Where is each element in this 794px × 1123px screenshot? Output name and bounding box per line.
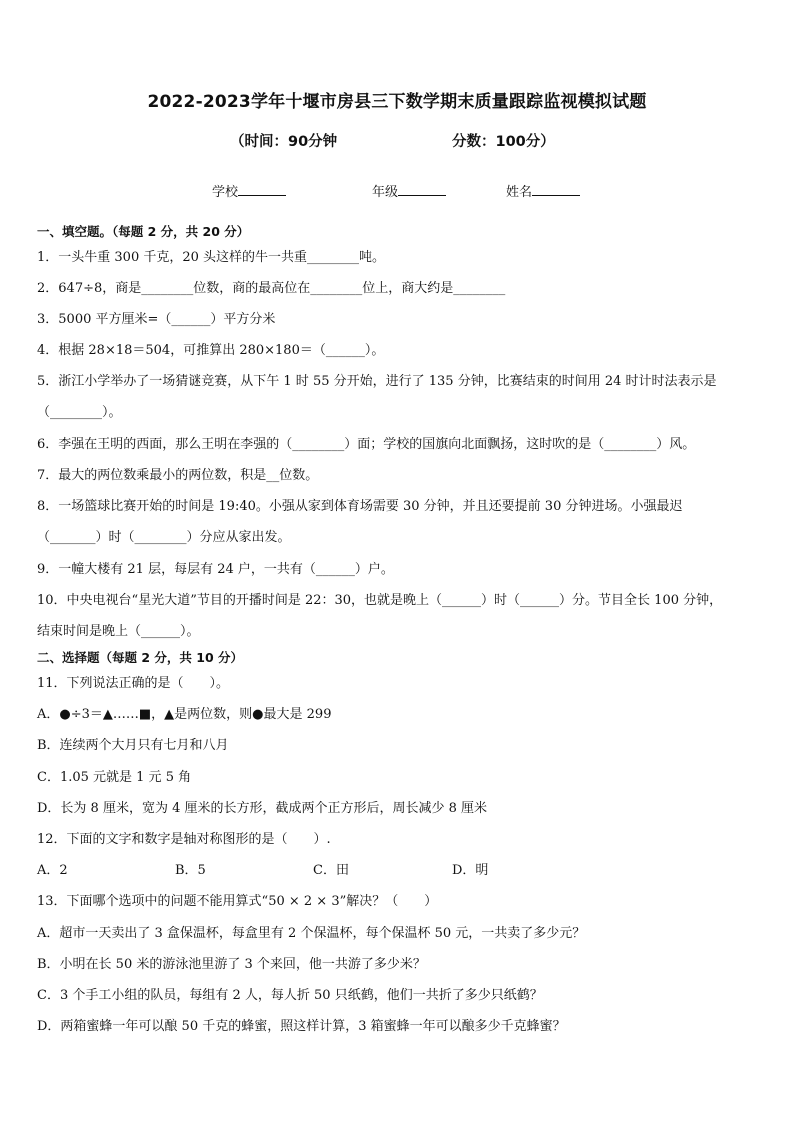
question-11-option-d: D．长为 8 厘米，宽为 4 厘米的长方形，截成两个正方形后，周长减少 8 厘米: [37, 801, 488, 816]
question-2: 2．647÷8，商是________位数，商的最高位在________位上，商大约是________: [37, 281, 506, 296]
question-5-line-1: 5．浙江小学举办了一场猜谜竞赛，从下午 1 时 55 分开始，进行了 135 分钟，比赛结束的时间用 24 时计时法表示是: [37, 374, 717, 389]
question-11: 11．下列说法正确的是（ ）。: [37, 676, 230, 691]
question-11-option-b: B．连续两个大月只有七月和八月: [37, 738, 229, 753]
question-5-line-2: （________）。: [37, 405, 122, 420]
section-2-heading: 二、选择题（每题 2 分，共 10 分）: [37, 650, 244, 665]
school-blank[interactable]: [238, 183, 286, 196]
question-7: 7．最大的两位数乘最小的两位数，积是__位数。: [37, 468, 319, 483]
question-13-option-b: B．小明在长 50 米的游泳池里游了 3 个来回，他一共游了多少米？: [37, 957, 426, 972]
question-12-option-a: A．2: [37, 863, 68, 878]
grade-label: 年级: [372, 185, 399, 200]
question-11-option-c: C．1.05 元就是 1 元 5 角: [37, 770, 192, 785]
question-10-line-1: 10．中央电视台“星光大道”节目的开播时间是 22：30，也就是晚上（______）时（______）分。节目全长 100 分钟，: [37, 593, 723, 608]
grade-field[interactable]: [372, 181, 446, 200]
question-4: 4．根据 28×18＝504，可推算出 280×180＝（______）。: [37, 343, 385, 358]
school-field[interactable]: [212, 181, 286, 200]
grade-blank[interactable]: [398, 183, 446, 196]
exam-time: （时间：90分钟: [230, 134, 338, 150]
question-12: 12．下面的文字和数字是轴对称图形的是（ ）.: [37, 832, 331, 847]
question-12-option-c: C．田: [313, 863, 349, 878]
question-11-option-a: A．●÷3＝▲……■，▲是两位数，则●最大是 299: [37, 707, 332, 722]
section-1-heading: 一、填空题。（每题 2 分，共 20 分）: [37, 224, 250, 239]
question-6: 6．李强在王明的西面，那么王明在李强的（________）面；学校的国旗向北面飘扬，这时吹的是（________）风。: [37, 437, 696, 452]
exam-score: 分数：100分）: [452, 134, 555, 150]
question-13: 13．下面哪个选项中的问题不能用算式“50 × 2 × 3”解决？（ ）: [37, 894, 438, 909]
question-10-line-2: 结束时间是晚上（______）。: [37, 624, 200, 639]
question-9: 9．一幢大楼有 21 层，每层有 24 户，一共有（______）户。: [37, 562, 394, 577]
question-8-line-2: （_______）时（________）分应从家出发。: [37, 530, 291, 545]
question-13-option-c: C．3 个手工小组的队员，每组有 2 人，每人折 50 只纸鹤，他们一共折了多少只纸鹤？: [37, 988, 543, 1003]
question-8-line-1: 8．一场篮球比赛开始的时间是 19:40。小强从家到体育场需要 30 分钟，并且还要提前 30 分钟进场。小强最迟: [37, 499, 683, 514]
name-blank[interactable]: [532, 183, 580, 196]
name-label: 姓名: [506, 185, 533, 200]
school-label: 学校: [212, 185, 239, 200]
question-13-option-d: D．两箱蜜蜂一年可以酿 50 千克的蜂蜜，照这样计算，3 箱蜜蜂一年可以酿多少千克蜂蜜？: [37, 1019, 566, 1034]
question-12-option-d: D．明: [452, 863, 489, 878]
name-field[interactable]: [506, 181, 580, 200]
page-title: 2022-2023学年十堰市房县三下数学期末质量跟踪监视模拟试题: [147, 92, 647, 112]
question-3: 3．5000 平方厘米=（______）平方分米: [37, 312, 276, 327]
question-13-option-a: A．超市一天卖出了 3 盒保温杯，每盒里有 2 个保温杯，每个保温杯 50 元，一共卖了多少元？: [37, 926, 586, 941]
question-1: 1．一头牛重 300 千克，20 头这样的牛一共重________吨。: [37, 250, 386, 265]
question-12-option-b: B．5: [175, 863, 206, 878]
